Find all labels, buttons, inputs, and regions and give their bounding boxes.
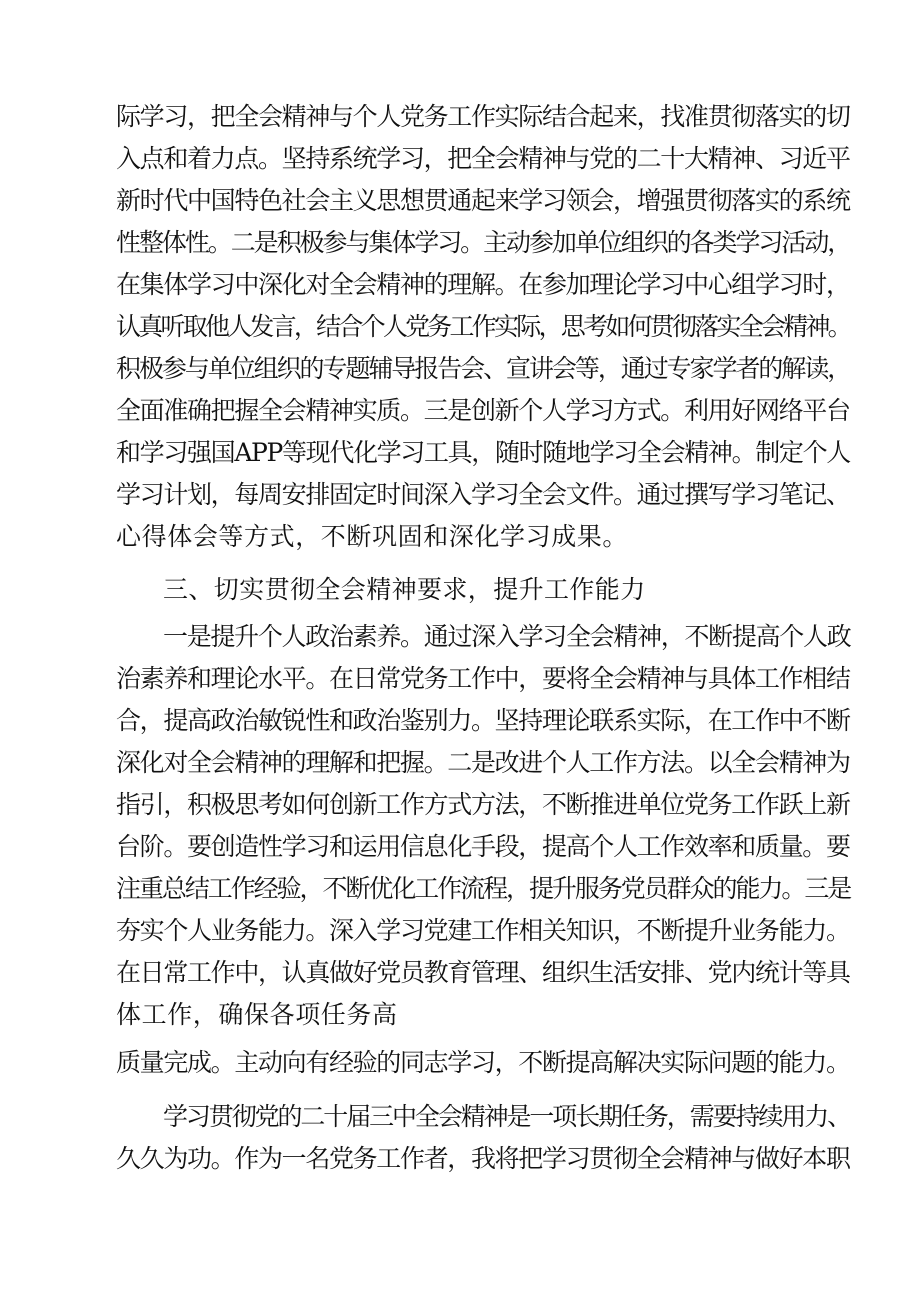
text-line: 新时代中国特色社会主义思想贯通起来学习领会，增强贯彻落实的系统: [116, 186, 850, 215]
text-line: 合，提高政治敏锐性和政治鉴别力。坚持理论联系实际，在工作中不断: [116, 706, 850, 735]
text-line: 入点和着力点。坚持系统学习，把全会精神与党的二十大精神、习近平: [116, 144, 850, 173]
text-line: 学习贯彻党的二十届三中全会精神是一项长期任务，需要持续用力、: [163, 1102, 851, 1131]
text-line: 心得体会等方式，不断巩固和深化学习成果。: [116, 522, 629, 551]
text-line: 积极参与单位组织的专题辅导报告会、宣讲会等，通过专家学者的解读，: [116, 354, 851, 383]
text-line: 和学习强国APP等现代化学习工具，随时随地学习全会精神。制定个人: [116, 438, 850, 467]
text-line: 久久为功。作为一名党务工作者，我将把学习贯彻全会精神与做好本职: [116, 1144, 850, 1173]
text-line: 夯实个人业务能力。深入学习党建工作相关知识，不断提升业务能力。: [116, 916, 850, 945]
text-line: 深化对全会精神的理解和把握。二是改进个人工作方法。以全会精神为: [116, 748, 850, 777]
text-line: 在日常工作中，认真做好党员教育管理、组织生活安排、党内统计等具: [116, 958, 850, 987]
text-line: 际学习，把全会精神与个人党务工作实际结合起来，找准贯彻落实的切: [116, 102, 850, 131]
text-line: 全面准确把握全会精神实质。三是创新个人学习方式。利用好网络平台: [116, 396, 850, 425]
text-line: 学习计划，每周安排固定时间深入学习全会文件。通过撰写学习笔记、: [116, 480, 850, 509]
text-line: 指引，积极思考如何创新工作方式方法，不断推进单位党务工作跃上新: [116, 790, 850, 819]
text-line: 质量完成。主动向有经验的同志学习，不断提高解决实际问题的能力。: [116, 1048, 850, 1077]
text-line: 性整体性。二是积极参与集体学习。主动参加单位组织的各类学习活动，: [116, 228, 851, 257]
text-line: 一是提升个人政治素养。通过深入学习全会精神，不断提高个人政: [163, 622, 851, 651]
text-line: 台阶。要创造性学习和运用信息化手段，提高个人工作效率和质量。要: [116, 832, 850, 861]
text-line: 认真听取他人发言，结合个人党务工作实际，思考如何贯彻落实全会精神。: [116, 312, 850, 341]
text-line: 注重总结工作经验，不断优化工作流程，提升服务党员群众的能力。三是: [116, 874, 851, 903]
text-line: 体工作，确保各项任务高: [116, 1000, 398, 1029]
text-line: 治素养和理论水平。在日常党务工作中，要将全会精神与具体工作相结: [116, 664, 850, 693]
text-line: 在集体学习中深化对全会精神的理解。在参加理论学习中心组学习时，: [116, 270, 850, 299]
section-heading: 三、切实贯彻全会精神要求，提升工作能力: [163, 575, 646, 604]
